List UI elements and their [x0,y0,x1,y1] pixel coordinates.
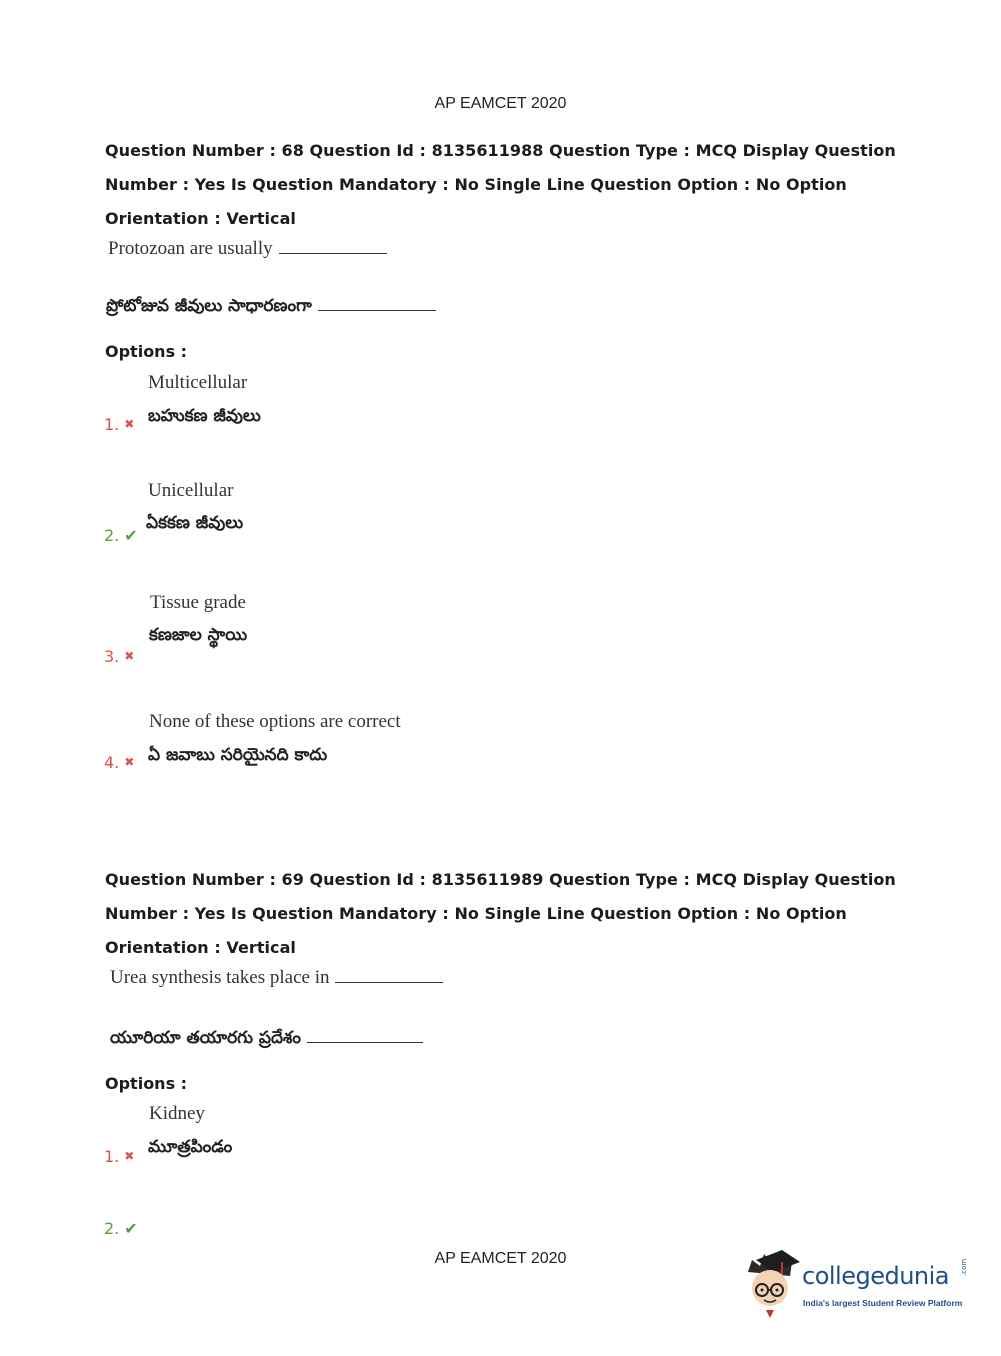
logo-tagline: India's largest Student Review Platform [803,1298,963,1308]
option-1-number [104,415,134,434]
question-meta-line-2: Number : Yes Is Question Mandatory : No Single Line Question Option : No Option [105,175,847,194]
answer-blank [307,1042,423,1043]
question-text-te-label: ప్రోటోజువ జీవులు సాధారణంగా [106,296,312,316]
question-meta-line-1: Question Number : 68 Question Id : 8135611988 Question Type : MCQ Display Question [105,141,896,160]
option-2-number [104,1219,138,1238]
check-mark-icon: ✔ [124,1219,138,1238]
question-text-en-label: Urea synthesis takes place in [110,967,330,988]
logo-wordmark: collegedunia [802,1262,950,1290]
answer-blank [335,982,443,983]
wrong-mark-icon: ✖ [124,1149,135,1163]
answer-blank [279,253,387,254]
option-2-text-en: Unicellular [148,480,234,501]
option-4-text-en: None of these options are correct [149,711,401,732]
answer-blank [318,310,436,311]
option-number-label: 1. [104,415,120,434]
question-text-en-label: Protozoan are usually [108,238,273,259]
option-2-text-te: ఏకకణ జీవులు [146,513,244,533]
collegedunia-mascot-icon [742,1250,802,1320]
option-1-text-te: మూత్రపిండం [148,1137,233,1157]
option-4-number [104,753,134,772]
wrong-mark-icon: ✖ [124,417,135,431]
question-text-te [106,296,436,320]
option-number-label: 1. [104,1147,120,1166]
option-number-label: 3. [104,647,120,666]
wrong-mark-icon: ✖ [124,755,135,769]
option-number-label: 2. [104,526,120,545]
question-text-en [108,238,387,260]
question-text-te [110,1028,423,1052]
option-3-text-en: Tissue grade [150,592,246,613]
question-meta-line-3: Orientation : Vertical [105,209,296,228]
option-3-text-te: కణజాల స్థాయి [149,625,248,645]
check-mark-icon: ✔ [124,526,138,545]
options-label: Options : [105,342,188,361]
option-1-number [104,1147,134,1166]
option-3-number [104,647,134,666]
question-meta-line-1: Question Number : 69 Question Id : 8135611989 Question Type : MCQ Display Question [105,870,896,889]
option-1-text-te: బహుకణ జీవులు [148,406,261,426]
wrong-mark-icon: ✖ [124,649,135,663]
question-meta-line-3: Orientation : Vertical [105,938,296,957]
option-2-number [104,526,138,545]
option-number-label: 4. [104,753,120,772]
question-text-te-label: యూరియా తయారగు ప్రదేశం [110,1028,301,1048]
logo-suffix: .com [960,1258,968,1276]
page-footer: AP EAMCET 2020 [434,1250,567,1267]
option-number-label: 2. [104,1219,120,1238]
question-meta-line-2: Number : Yes Is Question Mandatory : No Single Line Question Option : No Option [105,904,847,923]
page-header: AP EAMCET 2020 [434,95,567,112]
option-4-text-te: ఏ జవాబు సరియైనది కాదు [148,745,328,765]
question-text-en [110,967,443,989]
options-label: Options : [105,1074,188,1093]
option-1-text-en: Kidney [149,1103,205,1124]
option-1-text-en: Multicellular [148,372,248,393]
